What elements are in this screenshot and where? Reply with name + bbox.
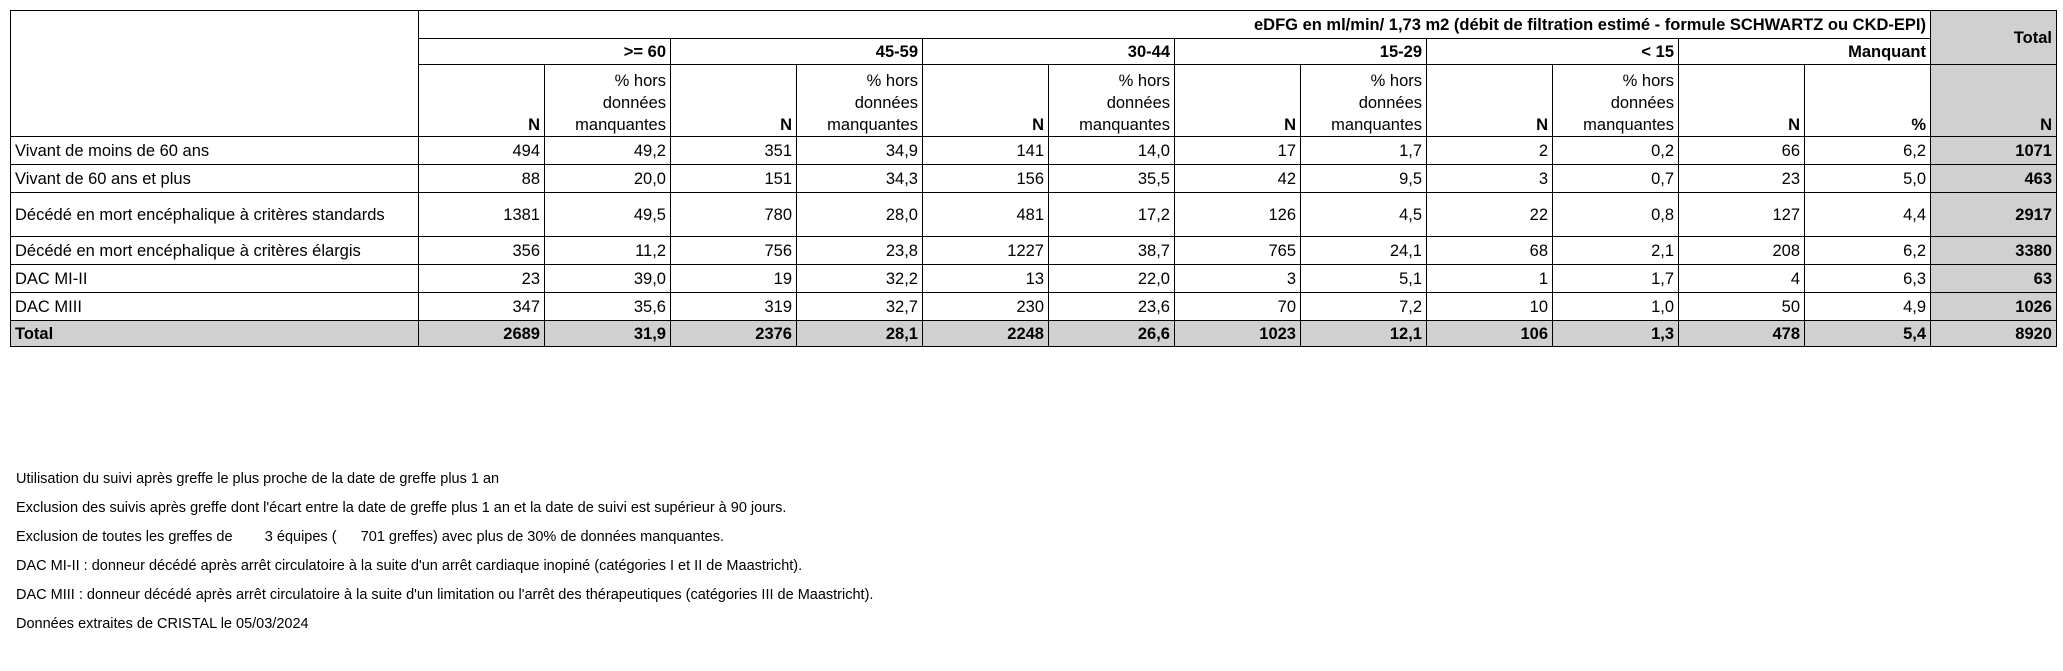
cell-pct: 9,5 xyxy=(1301,165,1427,193)
row-label: DAC MI-II xyxy=(11,265,419,293)
cell-n: 2 xyxy=(1427,137,1553,165)
cell-n: 1 xyxy=(1427,265,1553,293)
header-corner xyxy=(11,11,419,137)
cell-n: 478 xyxy=(1679,321,1805,347)
cell-pct: 22,0 xyxy=(1049,265,1175,293)
subheader-n: N xyxy=(1427,65,1553,137)
subheader-pct: % hors données manquantes xyxy=(797,65,923,137)
cell-pct: 4,4 xyxy=(1805,193,1931,237)
cell-pct: 5,0 xyxy=(1805,165,1931,193)
cell-pct: 34,3 xyxy=(797,165,923,193)
cell-pct: 28,1 xyxy=(797,321,923,347)
cell-pct: 4,9 xyxy=(1805,293,1931,321)
cell-pct: 32,2 xyxy=(797,265,923,293)
cell-n: 88 xyxy=(419,165,545,193)
subheader-n: N xyxy=(419,65,545,137)
subheader-n: N xyxy=(1679,65,1805,137)
cell-pct: 5,1 xyxy=(1301,265,1427,293)
cell-pct: 1,3 xyxy=(1553,321,1679,347)
total-row xyxy=(11,321,2057,347)
cell-n: 141 xyxy=(923,137,1049,165)
cell-n: 42 xyxy=(1175,165,1301,193)
footnote: Données extraites de CRISTAL le 05/03/2024 xyxy=(16,616,309,632)
footnote: DAC MIII : donneur décédé après arrêt circulatoire à la suite d'un limitation ou l'arrêt des thérapeutiques (catégories III de Maastricht). xyxy=(16,587,874,603)
cell-n: 106 xyxy=(1427,321,1553,347)
cell-n: 13 xyxy=(923,265,1049,293)
row-label: Vivant de moins de 60 ans xyxy=(11,137,419,165)
cell-n: 10 xyxy=(1427,293,1553,321)
footnote: DAC MI-II : donneur décédé après arrêt circulatoire à la suite d'un arrêt cardiaque inopiné (catégories I et II de Maastricht). xyxy=(16,558,803,574)
cell-pct: 32,7 xyxy=(797,293,923,321)
subheader-pct: % hors données manquantes xyxy=(1049,65,1175,137)
table-row xyxy=(11,193,2057,237)
cell-total: 3380 xyxy=(1931,237,2057,265)
cell-n: 156 xyxy=(923,165,1049,193)
cell-n: 351 xyxy=(671,137,797,165)
cell-n: 66 xyxy=(1679,137,1805,165)
cell-n: 151 xyxy=(671,165,797,193)
cell-n: 3 xyxy=(1427,165,1553,193)
cell-n: 2689 xyxy=(419,321,545,347)
table-header xyxy=(11,11,2057,137)
cell-pct: 39,0 xyxy=(545,265,671,293)
cell-total: 1026 xyxy=(1931,293,2057,321)
cell-pct: 31,9 xyxy=(545,321,671,347)
footnote: Utilisation du suivi après greffe le plus proche de la date de greffe plus 1 an xyxy=(16,471,500,487)
cell-n: 1227 xyxy=(923,237,1049,265)
table-row xyxy=(11,293,2057,321)
cell-n: 126 xyxy=(1175,193,1301,237)
cell-pct: 6,3 xyxy=(1805,265,1931,293)
cell-pct: 34,9 xyxy=(797,137,923,165)
cell-pct: 28,0 xyxy=(797,193,923,237)
cell-n: 4 xyxy=(1679,265,1805,293)
cell-n: 319 xyxy=(671,293,797,321)
cell-n: 23 xyxy=(419,265,545,293)
cell-n: 765 xyxy=(1175,237,1301,265)
cell-total: 463 xyxy=(1931,165,2057,193)
cell-n: 230 xyxy=(923,293,1049,321)
table-row xyxy=(11,165,2057,193)
group-header: Manquant xyxy=(1679,39,1931,65)
super-header: eDFG en ml/min/ 1,73 m2 (débit de filtration estimé - formule SCHWARTZ ou CKD-EPI) xyxy=(419,11,1931,39)
cell-n: 23 xyxy=(1679,165,1805,193)
cell-n: 1023 xyxy=(1175,321,1301,347)
cell-pct: 49,5 xyxy=(545,193,671,237)
footnote: Exclusion de toutes les greffes de 3 équipes ( 701 greffes) avec plus de 30% de données manquantes. xyxy=(16,529,724,545)
cell-n: 347 xyxy=(419,293,545,321)
cell-pct: 23,8 xyxy=(797,237,923,265)
cell-n: 356 xyxy=(419,237,545,265)
table-row xyxy=(11,137,2057,165)
edfg-table xyxy=(10,10,2057,347)
cell-pct: 6,2 xyxy=(1805,237,1931,265)
cell-n: 3 xyxy=(1175,265,1301,293)
table-row xyxy=(11,265,2057,293)
cell-pct: 2,1 xyxy=(1553,237,1679,265)
row-label: Total xyxy=(11,321,419,347)
cell-n: 780 xyxy=(671,193,797,237)
cell-pct: 0,2 xyxy=(1553,137,1679,165)
cell-pct: 5,4 xyxy=(1805,321,1931,347)
row-label: DAC MIII xyxy=(11,293,419,321)
cell-total: 2917 xyxy=(1931,193,2057,237)
cell-pct: 49,2 xyxy=(545,137,671,165)
cell-n: 208 xyxy=(1679,237,1805,265)
cell-n: 756 xyxy=(671,237,797,265)
cell-n: 22 xyxy=(1427,193,1553,237)
row-label: Décédé en mort encéphalique à critères standards xyxy=(11,193,419,237)
subheader-n: N xyxy=(1175,65,1301,137)
cell-pct: 1,0 xyxy=(1553,293,1679,321)
cell-pct: 6,2 xyxy=(1805,137,1931,165)
cell-n: 481 xyxy=(923,193,1049,237)
cell-pct: 4,5 xyxy=(1301,193,1427,237)
cell-pct: 7,2 xyxy=(1301,293,1427,321)
cell-n: 19 xyxy=(671,265,797,293)
group-header: 30-44 xyxy=(923,39,1175,65)
cell-pct: 35,6 xyxy=(545,293,671,321)
subheader-pct: % hors données manquantes xyxy=(545,65,671,137)
cell-n: 17 xyxy=(1175,137,1301,165)
cell-pct: 1,7 xyxy=(1553,265,1679,293)
table-row xyxy=(11,237,2057,265)
table-body xyxy=(11,137,2057,347)
cell-total: 1071 xyxy=(1931,137,2057,165)
subheader-total-n: N xyxy=(1931,65,2057,137)
cell-pct: 0,8 xyxy=(1553,193,1679,237)
cell-n: 50 xyxy=(1679,293,1805,321)
cell-n: 70 xyxy=(1175,293,1301,321)
cell-n: 494 xyxy=(419,137,545,165)
cell-pct: 38,7 xyxy=(1049,237,1175,265)
cell-pct: 20,0 xyxy=(545,165,671,193)
footnote: Exclusion des suivis après greffe dont l'écart entre la date de greffe plus 1 an et la date de suivi est supérieur à 90 jours. xyxy=(16,500,787,516)
cell-pct: 0,7 xyxy=(1553,165,1679,193)
cell-pct: 23,6 xyxy=(1049,293,1175,321)
cell-total: 8920 xyxy=(1931,321,2057,347)
cell-n: 68 xyxy=(1427,237,1553,265)
footnotes xyxy=(16,465,873,639)
cell-pct: 17,2 xyxy=(1049,193,1175,237)
group-header: 15-29 xyxy=(1175,39,1427,65)
cell-n: 1381 xyxy=(419,193,545,237)
group-header: < 15 xyxy=(1427,39,1679,65)
cell-pct: 1,7 xyxy=(1301,137,1427,165)
group-header: >= 60 xyxy=(419,39,671,65)
cell-n: 2248 xyxy=(923,321,1049,347)
cell-pct: 35,5 xyxy=(1049,165,1175,193)
cell-total: 63 xyxy=(1931,265,2057,293)
subheader-n: N xyxy=(671,65,797,137)
cell-n: 2376 xyxy=(671,321,797,347)
cell-pct: 26,6 xyxy=(1049,321,1175,347)
cell-n: 127 xyxy=(1679,193,1805,237)
row-label: Décédé en mort encéphalique à critères élargis xyxy=(11,237,419,265)
subheader-n: N xyxy=(923,65,1049,137)
subheader-pct-missing: % xyxy=(1805,65,1931,137)
row-label: Vivant de 60 ans et plus xyxy=(11,165,419,193)
subheader-pct: % hors données manquantes xyxy=(1553,65,1679,137)
group-header: 45-59 xyxy=(671,39,923,65)
cell-pct: 12,1 xyxy=(1301,321,1427,347)
cell-pct: 24,1 xyxy=(1301,237,1427,265)
total-header: Total xyxy=(1931,11,2057,65)
cell-pct: 11,2 xyxy=(545,237,671,265)
subheader-pct: % hors données manquantes xyxy=(1301,65,1427,137)
cell-pct: 14,0 xyxy=(1049,137,1175,165)
